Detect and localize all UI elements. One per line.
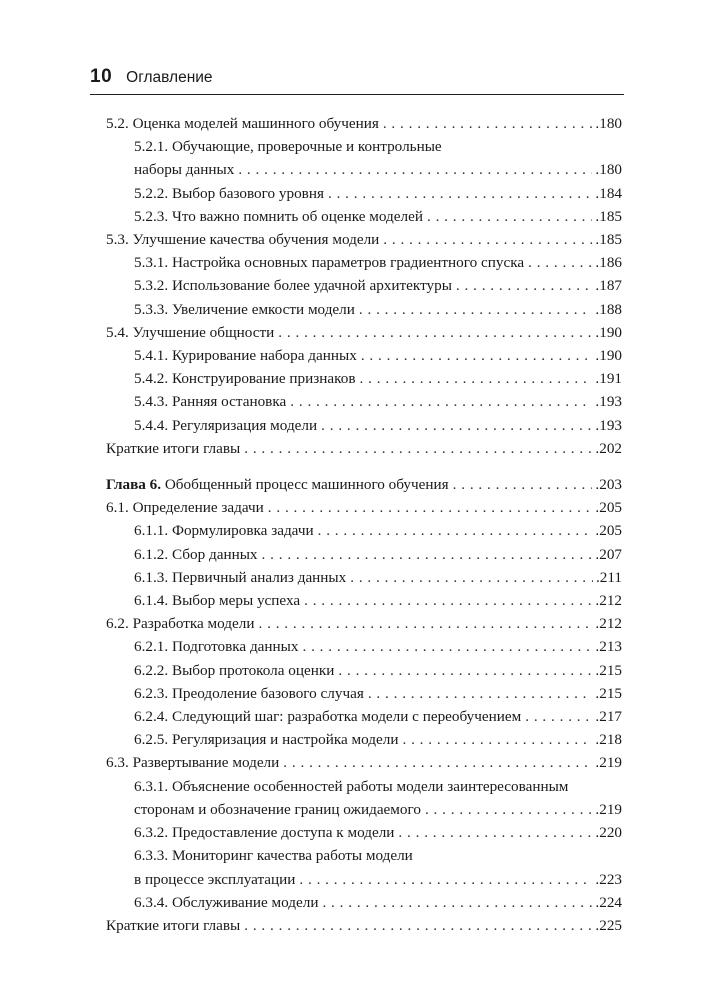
toc-section-entry[interactable] bbox=[0, 612, 622, 635]
toc-subsection-entry[interactable] bbox=[0, 844, 622, 890]
toc-entry-title: Краткие итоги главы bbox=[106, 439, 241, 457]
toc-entry-title: 5.2. Оценка моделей машинного обучения bbox=[106, 115, 379, 132]
toc-entry-title: 5.3. Улучшение качества обучения модели bbox=[106, 231, 380, 249]
toc-entry-title: 6.2.1. Подготовка данных bbox=[134, 638, 299, 656]
toc-subsection-entry[interactable] bbox=[0, 659, 622, 682]
toc-page-number: .191 bbox=[595, 370, 622, 388]
dot-leader bbox=[299, 868, 592, 891]
dot-leader bbox=[525, 705, 592, 728]
toc-page-number: .213 bbox=[595, 638, 622, 656]
toc-subsection-entry[interactable] bbox=[0, 519, 622, 542]
toc-page-number: .218 bbox=[595, 731, 622, 749]
toc-page-number: .223 bbox=[595, 870, 622, 888]
dot-leader bbox=[262, 543, 593, 566]
toc-entry-title: 6.2. Разработка модели bbox=[106, 615, 255, 633]
chapter-label: Глава 6. bbox=[106, 476, 162, 494]
dot-leader bbox=[350, 566, 593, 589]
toc-entry-title: 6.1.3. Первичный анализ данных bbox=[134, 568, 347, 586]
toc-page-number: .219 bbox=[595, 754, 622, 772]
dot-leader bbox=[338, 659, 592, 682]
toc-subsection-entry[interactable] bbox=[0, 566, 622, 589]
toc-entry-title: 6.3.4. Обслуживание модели bbox=[134, 893, 319, 911]
dot-leader bbox=[278, 321, 592, 344]
dot-leader bbox=[427, 205, 592, 228]
toc-page-number: .211 bbox=[595, 568, 622, 586]
toc-subsection-entry[interactable] bbox=[0, 135, 622, 181]
toc-page-number: .193 bbox=[595, 416, 622, 434]
toc-entry-title: 5.2.2. Выбор базового уровня bbox=[134, 184, 324, 202]
dot-leader bbox=[528, 251, 592, 274]
toc-page-number: .212 bbox=[595, 592, 622, 610]
dot-leader bbox=[402, 728, 592, 751]
dot-leader bbox=[244, 437, 592, 460]
toc-entry-title: 6.2.2. Выбор протокола оценки bbox=[134, 661, 335, 679]
toc-page-number: .202 bbox=[595, 439, 622, 457]
toc-page-number: .215 bbox=[595, 661, 622, 679]
toc-entry-title: 6.3.2. Предоставление доступа к модели bbox=[134, 824, 395, 842]
toc-page-number: .220 bbox=[595, 824, 622, 842]
toc-page-number: .188 bbox=[595, 300, 622, 318]
toc-subsection-entry[interactable] bbox=[0, 367, 622, 390]
toc-subsection-entry[interactable] bbox=[0, 298, 622, 321]
toc-page-number: .217 bbox=[595, 708, 622, 726]
dot-leader bbox=[321, 414, 592, 437]
toc-entry-title: 5.3.2. Использование более удачной архитектуры bbox=[134, 277, 452, 295]
toc-section-entry[interactable] bbox=[0, 321, 622, 344]
toc-subsection-entry[interactable] bbox=[0, 344, 622, 367]
toc-page-number: .185 bbox=[595, 207, 622, 225]
dot-leader bbox=[368, 682, 593, 705]
dot-leader bbox=[383, 112, 593, 135]
running-title: Оглавление bbox=[126, 69, 213, 86]
toc-entry-title: 6.1.1. Формулировка задачи bbox=[134, 522, 314, 540]
toc-entry-title: в процессе эксплуатации bbox=[134, 870, 296, 888]
toc-page-number: .205 bbox=[595, 499, 622, 517]
dot-leader bbox=[328, 182, 592, 205]
toc-subsection-entry[interactable] bbox=[0, 182, 622, 205]
toc-subsection-entry[interactable] bbox=[0, 251, 622, 274]
toc-entry-title: наборы данных bbox=[134, 161, 235, 179]
toc-section-entry[interactable] bbox=[0, 437, 622, 460]
dot-leader bbox=[453, 473, 593, 496]
toc-entry-title: 6.1. Определение задачи bbox=[106, 499, 264, 517]
dot-leader bbox=[318, 519, 593, 542]
toc-entry-title-first-line: 5.2.1. Обучающие, проверочные и контрольные bbox=[134, 138, 442, 156]
dot-leader bbox=[359, 298, 593, 321]
toc-subsection-entry[interactable] bbox=[0, 635, 622, 658]
toc-entry-title: 6.1.4. Выбор меры успеха bbox=[134, 592, 301, 610]
toc-section-entry[interactable] bbox=[0, 228, 622, 251]
toc-subsection-entry[interactable] bbox=[0, 705, 622, 728]
toc-entry-title-first-line: 6.3.3. Мониторинг качества работы модели bbox=[134, 847, 413, 865]
dot-leader bbox=[302, 635, 592, 658]
toc-entry-title: сторонам и обозначение границ ожидаемого bbox=[134, 800, 421, 818]
toc-entry-title: 5.3.1. Настройка основных параметров градиентного спуска bbox=[134, 254, 525, 272]
toc-subsection-entry[interactable] bbox=[0, 775, 622, 821]
dot-leader bbox=[304, 589, 592, 612]
toc-entry-title-wrapper bbox=[106, 473, 449, 496]
dot-leader bbox=[322, 891, 592, 914]
toc-subsection-entry[interactable] bbox=[0, 682, 622, 705]
toc-entry-title: 5.4.2. Конструирование признаков bbox=[134, 370, 356, 388]
toc-page-number: .219 bbox=[595, 800, 622, 818]
dot-leader bbox=[268, 496, 593, 519]
toc-page-number: .190 bbox=[595, 323, 622, 341]
dot-leader bbox=[360, 367, 593, 390]
toc-page-number: .212 bbox=[595, 615, 622, 633]
toc-entry-title: 6.1.2. Сбор данных bbox=[134, 545, 258, 563]
toc-page-number: .186 bbox=[595, 254, 622, 272]
chapter-spacer bbox=[0, 460, 708, 473]
toc-entry-title: 5.4.3. Ранняя остановка bbox=[134, 393, 287, 411]
dot-leader bbox=[398, 821, 592, 844]
dot-leader bbox=[425, 798, 592, 821]
toc-entry-title: 5.4.4. Регуляризация модели bbox=[134, 416, 318, 434]
toc-chapter-entry[interactable] bbox=[0, 473, 622, 496]
toc-page-number: .224 bbox=[595, 893, 622, 911]
dot-leader bbox=[290, 390, 592, 413]
toc-subsection-entry[interactable] bbox=[0, 821, 622, 844]
dot-leader bbox=[244, 914, 592, 937]
toc-entry-title-first-line: 6.3.1. Объяснение особенностей работы модели заинтересованным bbox=[134, 777, 569, 795]
page-number: 10 bbox=[90, 66, 113, 87]
dot-leader bbox=[456, 274, 593, 297]
toc-section-entry[interactable] bbox=[0, 496, 622, 519]
toc-subsection-entry[interactable] bbox=[0, 543, 622, 566]
toc-subsection-entry[interactable] bbox=[0, 390, 622, 413]
toc-page-number: .190 bbox=[595, 347, 622, 365]
running-header bbox=[90, 66, 624, 95]
dot-leader bbox=[238, 158, 592, 181]
dot-leader bbox=[283, 751, 592, 774]
toc-section-entry[interactable] bbox=[0, 914, 622, 937]
toc-subsection-entry[interactable] bbox=[0, 205, 622, 228]
toc-entry-title: 5.3.3. Увеличение емкости модели bbox=[134, 300, 355, 318]
toc-page-number: .187 bbox=[595, 277, 622, 295]
toc-page-number: .180 bbox=[595, 161, 622, 179]
toc-subsection-entry[interactable] bbox=[0, 728, 622, 751]
toc-page-number: .207 bbox=[595, 545, 622, 563]
toc-subsection-entry[interactable] bbox=[0, 891, 622, 914]
toc-entry-title: 6.3. Развертывание модели bbox=[106, 754, 280, 772]
toc-page-number: .184 bbox=[595, 184, 622, 202]
toc-entry-title: 5.2.3. Что важно помнить об оценке моделей bbox=[134, 207, 423, 225]
toc-page-number: .185 bbox=[595, 231, 622, 249]
toc-subsection-entry[interactable] bbox=[0, 414, 622, 437]
toc-subsection-entry[interactable] bbox=[0, 589, 622, 612]
toc-section-entry[interactable] bbox=[0, 751, 622, 774]
toc-page-number: .180 bbox=[595, 115, 622, 132]
toc-page-number: .193 bbox=[595, 393, 622, 411]
dot-leader bbox=[259, 612, 593, 635]
toc-entry-title: 5.4. Улучшение общности bbox=[106, 323, 275, 341]
toc-entry-title: 5.4.1. Курирование набора данных bbox=[134, 347, 357, 365]
toc-entry-title: 6.2.5. Регуляризация и настройка модели bbox=[134, 731, 399, 749]
toc-entry-title: 6.2.3. Преодоление базового случая bbox=[134, 684, 364, 702]
toc-entry-title: 6.2.4. Следующий шаг: разработка модели с переобучением bbox=[134, 708, 522, 726]
dot-leader bbox=[383, 228, 592, 251]
dot-leader bbox=[361, 344, 593, 367]
toc-entry-title: Обобщенный процесс машинного обучения bbox=[164, 476, 449, 494]
toc-page-number: .203 bbox=[595, 476, 622, 494]
toc-section-entry[interactable] bbox=[0, 112, 622, 135]
toc-page-number: .215 bbox=[595, 684, 622, 702]
toc-subsection-entry[interactable] bbox=[0, 274, 622, 297]
table-of-contents bbox=[0, 112, 708, 937]
toc-page-number: .205 bbox=[595, 522, 622, 540]
toc-page-number: .225 bbox=[595, 916, 622, 934]
toc-entry-title: Краткие итоги главы bbox=[106, 916, 241, 934]
